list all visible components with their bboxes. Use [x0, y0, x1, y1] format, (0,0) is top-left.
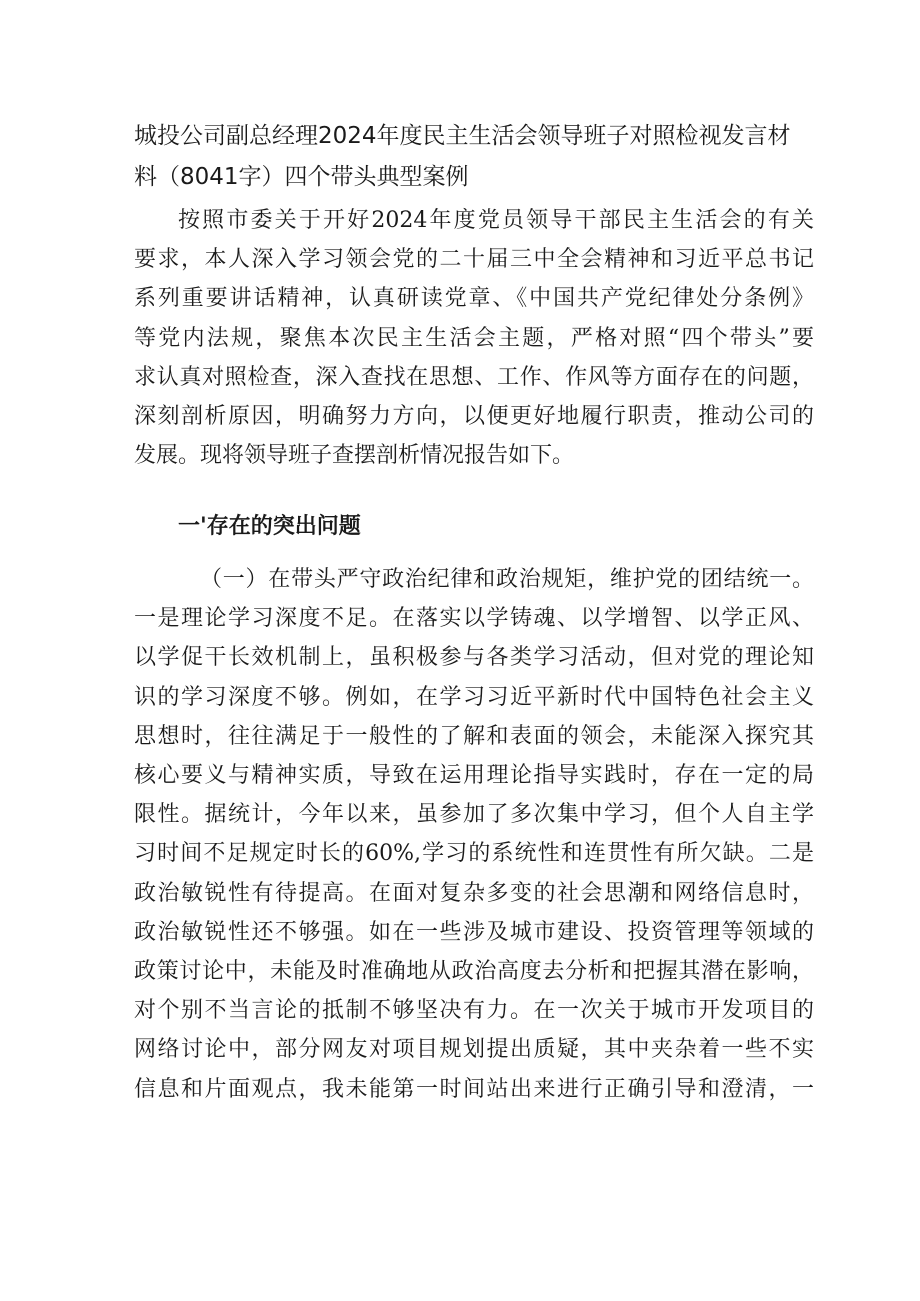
intro-line: 等党内法规，聚焦本次民主生活会主题，严格对照“四个带头”要	[134, 325, 814, 351]
title-line-2: 料（8041字）四个带头典型案例	[134, 164, 469, 190]
section-line: 识的学习深度不够。例如，在学习习近平新时代中国特色社会主义	[134, 684, 814, 710]
intro-paragraph	[134, 201, 814, 475]
intro-line: 系列重要讲话精神，认真研读党章、《中国共产党纪律处分条例》	[134, 286, 814, 312]
section-line: 信息和片面观点，我未能第一时间站出来进行正确引导和澄清，一	[134, 1076, 814, 1102]
intro-line: 要求，本人深入学习领会党的二十届三中全会精神和习近平总书记	[134, 247, 814, 273]
intro-line: 深刻剖析原因，明确努力方向，以便更好地履行职责，推动公司的	[134, 404, 814, 430]
section-line: 一是理论学习深度不足。在落实以学铸魂、以学增智、以学正风、	[134, 606, 814, 632]
section-line: 对个别不当言论的抵制不够坚决有力。在一次关于城市开发项目的	[134, 998, 814, 1024]
section-line: 习时间不足规定时长的60%,学习的系统性和连贯性有所欠缺。二是	[134, 841, 814, 867]
section-line: 思想时，往往满足于一般性的了解和表面的领会，未能深入探究其	[134, 723, 814, 749]
section-line: 政治敏锐性有待提高。在面对复杂多变的社会思潮和网络信息时，	[134, 880, 814, 906]
section-paragraph	[134, 560, 814, 1109]
section-line: 核心要义与精神实质，导致在运用理论指导实践时，存在一定的局	[134, 763, 814, 789]
section-heading: 一'存在的突出问题	[178, 514, 361, 539]
intro-line: 发展。现将领导班子查摆剖析情况报告如下。	[134, 443, 575, 469]
section-line: 政治敏锐性还不够强。如在一些涉及城市建设、投资管理等领域的	[134, 919, 814, 945]
intro-line: 求认真对照检查，深入查找在思想、工作、作风等方面存在的问题，	[134, 364, 814, 390]
section-line: 限性。据统计，今年以来，虽参加了多次集中学习，但个人自主学	[134, 802, 814, 828]
section-line: 政策讨论中，未能及时准确地从政治高度去分析和把握其潜在影响，	[134, 959, 814, 985]
section-line: 以学促干长效机制上，虽积极参与各类学习活动，但对党的理论知	[134, 645, 814, 671]
document-title	[134, 116, 806, 198]
intro-line: 按照市委关于开好2024年度党员领导干部民主生活会的有关	[178, 208, 814, 233]
section-line: （一）在带头严守政治纪律和政治规矩，维护党的团结统一。	[200, 567, 814, 592]
section-line: 网络讨论中，部分网友对项目规划提出质疑，其中夹杂着一些不实	[134, 1037, 814, 1063]
title-line-1: 城投公司副总经理2024年度民主生活会领导班子对照检视发言材	[134, 123, 791, 149]
